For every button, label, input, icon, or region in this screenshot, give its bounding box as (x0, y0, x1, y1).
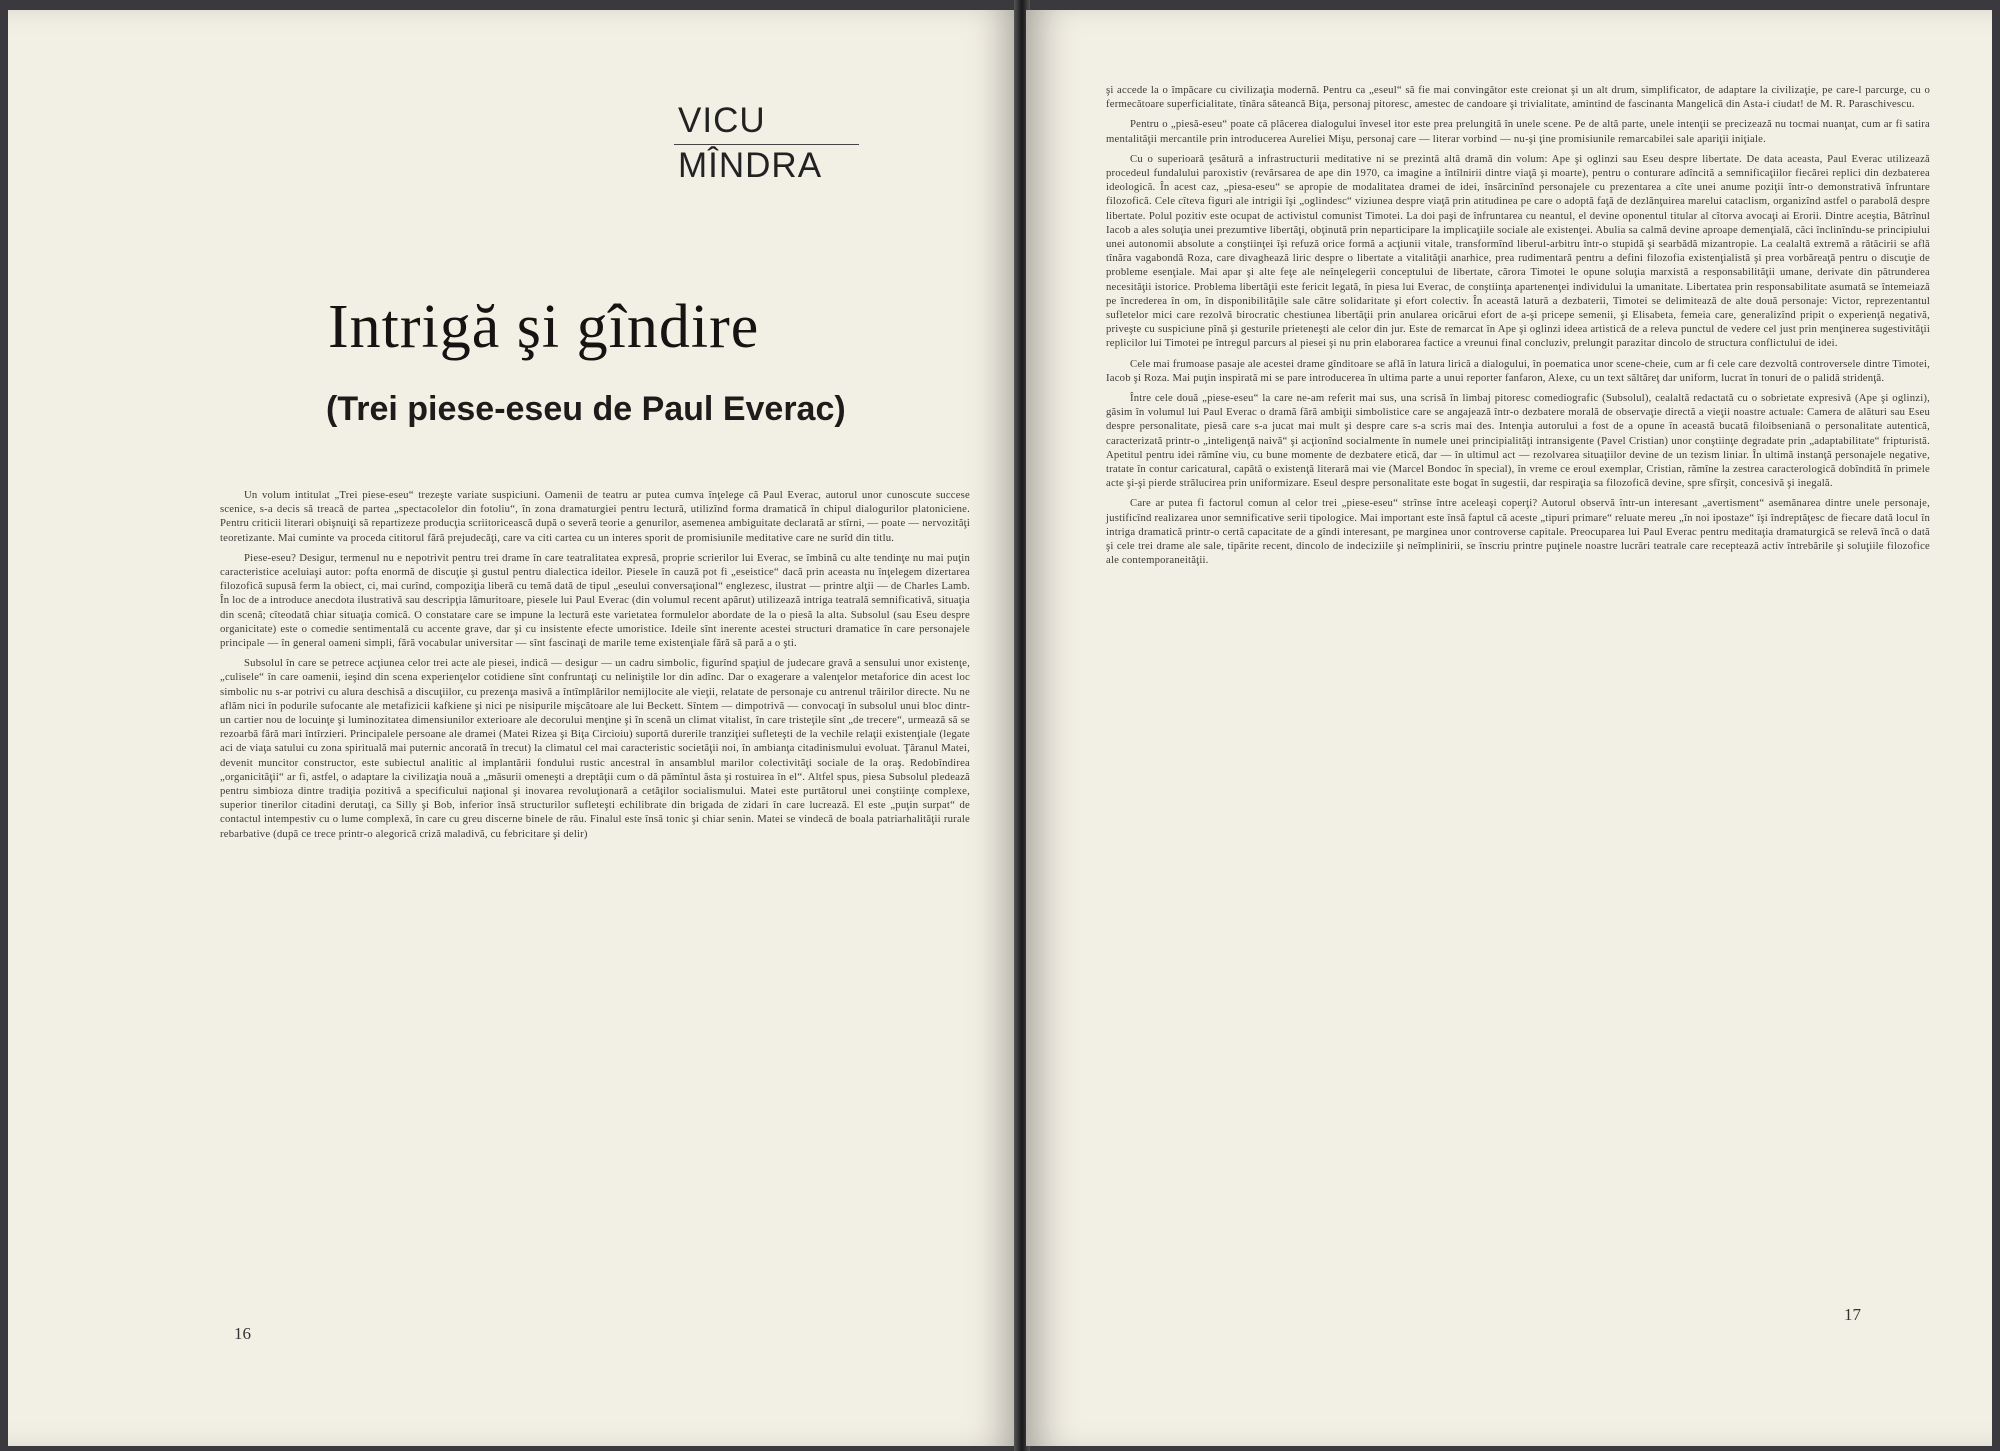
paragraph: Între cele două „piese-eseu“ la care ne-am referit mai sus, una scrisă în limbaj pitoresc comediografic (Subsolul), cealaltă redactată cu o sobrietate expresivă (Ape şi oglinzi), găsim în volumul lui Paul Everac o dramă fără ambiţii simbolistice care se angajează într-o dezbatere morală de observaţie directă a vieţii noastre actuale: Camera de alături sau Eseu despre personalitate, piesă care s-a jucat mai mult şi despre care s-a scris mai des. Intenţia autorului a fost de a opune în această bucată filoibseniană o personalitate autentică, caracterizată printr-o „inteligenţă naivă“ şi acţionînd socialmente în numele unei principialităţi intransigente (Pavel Cristian) unor conştiinţe degradate prin „adaptabilitate“ fripturistă. Apetitul pentru idei rămîne viu, cu bune momente de dezbatere etică, dar — în ultimul act — rezolvarea situaţiilor devine de un tezism liniar. În ultimă instanţă personajele negative, tratate în contur caricatural, capătă o existenţă literară mai vie (Marcel Bondoc în special), în vreme ce eroul exemplar, Cristian, rămîne la zestrea caracterologică dobîndită în primele acte şi-şi pierde strălucirea prin uniformizare. Eseul despre personalitate este bogat în sugestii, dar respiraţia sa filozofică devine, spre sfîrşit, concesivă şi inegală. (1106, 392, 1930, 490)
paragraph: Un volum intitulat „Trei piese-eseu“ trezeşte variate suspiciuni. Oamenii de teatru ar putea cumva înţelege că Paul Everac, autorul unor cunoscute succese scenice, s-a decis să treacă de partea „spectacolelor din fotoliu“, în zona dramaturgiei pentru lectură, utilizînd forma dramatică în chipul dialogurilor platoniciene. Pentru criticii literari obişnuiţi să repartizeze producţia scriitoricească după o severă teorie a genurilor, asemenea ambiguitate declarată ar stîrni, — poate — nervozităţi teoretizante. Mai cuminte va proceda cititorul fără prejudecăţi, care va citi cartea cu un interes sporit de promisiunile meditative care ne surîd din titlu. (220, 489, 970, 544)
paragraph: Pentru o „piesă-eseu“ poate că plăcerea dialogului învesel itor este prea prelungită în unele scene. Pe de altă parte, unele intenţii se precizează nu tocmai nuanţat, cum ar fi satira mentalităţii mercantile prin introducerea Aureliei Mişu, personaj care — literar vorbind — nu-şi ţine promisiunile remarcabilei sale apariţii iniţiale. (1106, 118, 1930, 145)
paragraph: şi accede la o împăcare cu civilizaţia modernă. Pentru ca „eseul“ să fie mai convingător este creionat şi un alt drum, simplificator, de adaptare la civilizaţie, pe care-l parcurge, cu o fermecătoare superficialitate, tînăra săteancă Biţa, personaj pitoresc, amestec de candoare şi trivialitate, amintind de fascinanta Mangelică din Asta-i ciudat! de M. R. Paraschivescu. (1106, 84, 1930, 111)
left-page (8, 10, 1018, 1446)
paragraph: Care ar putea fi factorul comun al celor trei „piese-eseu“ strînse între aceleaşi coperţi? Autorul observă într-un interesant „avertisment“ asemănarea dintre unele personaje, justificînd realizarea unor semnificative serii tipologice. Mai important este însă faptul că aceste „tipuri primare“ reluate mereu „în noi ipostaze“ îşi îndreptăţesc de fiecare dată locul în intriga dramatică printr-o certă capacitate de a gîndi interesant, pe marginea unor controverse capitale. Preocuparea lui Paul Everac pentru meditaţia dramaturgică se relevă încă o dată şi cele trei drame ale sale, tipărite recent, dincolo de indeciziile şi neîmplinirii, se înscriu printre puţinele noastre lucrări teatrale care receptează activ întrebările şi soluţiile filozofice ale contemporaneităţii. (1106, 497, 1930, 567)
right-page (1026, 10, 1992, 1446)
author-first-name: VICU (678, 101, 766, 140)
article-title: Intrigă şi gîndire (328, 293, 760, 361)
paragraph: Cu o superioară ţesătură a infrastructurii meditative ni se prezintă altă dramă din volum: Ape şi oglinzi sau Eseu despre libertate. De data aceasta, Paul Everac utilizează procedeul fundalului paroxistiv (revărsarea de ape din 1970, ca imagine a întîlnirii dintre viaţă şi moarte), pentru o conturare adîncită a semnificaţiilor fiecărei replici din dezbaterea ideologică. În acest caz, „piesa-eseu“ se apropie de modalitatea dramei de idei, însărcinînd personajele cu prezentarea a cîte unei anume poziţii într-o demonstrativă înfruntare filozofică. Cele cîteva figuri ale intrigii îşi „oglindesc“ viziunea despre viaţă prin atitudinea pe care o adoptă faţă de dezlănţuirea marelui cataclism, organizînd astfel o parabolă despre libertate. Polul pozitiv este ocupat de activistul comunist Timotei. La doi paşi de înfruntarea cu neantul, el devine oponentul titular al cîtorva avocaţi ai Erorii. Dintre aceştia, Bătrînul Iacob a ales soluţia unei prezumtive libertăţi, obţinută prin neparticipare la implicaţiile sociale ale existenţei. Abulia sa calmă devine aproape demenţială, căci înclinîndu-se principiului unei autonomii absolute a conştiinţei îşi refuză orice formă a acţiunii vitale, transformînd liberul-arbitru într-o stupidă şi searbădă mizantropie. La cealaltă extremă a rătăcirii se află tînăra vagabondă Roza, care divaghează liric despre o libertate a vitalităţii anarhice, prea rudimentară pentru a defini filozofia existenţialistă şi prea vorbăreaţă pentru o discuţie de probleme esenţiale. Mai apar şi alte feţe ale neînţelegerii conceptului de libertate, cărora Timotei le opune soluţia marxistă a responsabilităţii umane, derivate din pătrunderea necesităţii istorice. Problema libertăţii este fericit legată, în piesa lui Everac, de conştiinţa apartenenţei individului la umanitate. Libertatea prin responsabilitate asumată se întemeiază pe încrederea în om, în disponibilităţile sale către solidaritate şi efort colectiv. În această latură a dezbaterii, Timotei se delimitează de alte două personaje: Victor, reprezentantul sufletelor mici care rezolvă birocratic chestiunea libertăţii prin anularea oricărui efort de a-şi pricepe semenii, şi Elisabeta, femeia care, generalizînd pripit o experienţă negativă, priveşte cu suspiciune pînă şi gesturile prieteneşti ale celor din jur. Este de remarcat în Ape şi oglinzi ideea artistică de a releva punctul de vedere cel just prin menţinerea sugestivităţii replicilor lui Timotei pe întregul parcurs al piesei şi nu prin elaborarea factice a vreunui final concluziv, prelungit parazitar dincolo de structura conflictului de idei. (1106, 152, 1930, 350)
paragraph: Subsolul în care se petrece acţiunea celor trei acte ale piesei, indică — desigur — un cadru simbolic, figurînd spaţiul de judecare gravă a sensului unor existenţe, „culisele“ în care oamenii, ieşind din scena experienţelor cotidiene sînt confruntaţi cu neliniştile lor din adînc. Dar o exagerare a valenţelor metaforice din acest loc simbolic nu s-ar potrivi cu alura deschisă a discuţiilor, cu prezenţa masivă a întîmplărilor nemijlocite ale vieţii, relatate de personaje cu antrenul trăirilor directe. Nu ne aflăm nici în podurile sufocante ale metafizicii kafkiene şi nici pe nisipurile mişcătoare ale lui Beckett. Sîntem — dimpotrivă — convocaţi în subsolul unui bloc dintr-un cartier nou de locuinţe şi luminozitatea dimensiunilor exterioare ale decorului menţine şi în scenă un climat vitalist, în care tristeţile sînt „de trecere“, urmează să se rezoarbă fără mari întîrzieri. Principalele persoane ale dramei (Matei Rizea şi Biţa Circioiu) suportă durerile tranziţiei sufleteşti de la vechile relaţii existenţiale (legate aci de viaţa satului cu zona spirituală mai puternic ancorată în trecut) la climatul cel mai caracteristic societăţii noi, în ambianţa citadinismului evoluat. Ţăranul Matei, devenit muncitor constructor, este subiectul analitic al implantării fondului rustic ancestral în ansamblul marilor colectivităţi sociale de la oraş. Redobîndirea „organicităţii“ ar fi, astfel, o adaptare la civilizaţia nouă a „măsurii omeneşti a dreptăţii cum o dă pămîntul ăsta şi rostuirea în el“. Altfel spus, piesa Subsolul pledează pentru simbioza dintre tradiţia pozitivă a specificului naţional şi inovarea revoluţionară a cetăţilor socialismului. Matei este purtătorul unei conştiinţe complexe, superior tinerilor citadini derutaţi, ca Silly şi Bob, inferior însă structurilor sufleteşti echilibrate din brigada de zidari în care lucrează. El este „puţin surpat“ de contactul intempestiv cu o lume complexă, în care cu greu discerne binele de rău. Finalul este însă tonic şi chiar senin. Matei se vindecă de boala patriarhalităţii rurale rebarbative (după ce trece printr-o alegorică criză maladivă, cu febricitare şi delir) (220, 657, 970, 840)
page-number: 17 (1844, 1305, 1861, 1324)
article-subtitle: (Trei piese-eseu de Paul Everac) (326, 390, 846, 428)
author-last-name: MÎNDRA (678, 146, 823, 185)
left-text-column (220, 488, 970, 1403)
page-number: 16 (234, 1324, 251, 1343)
right-text-column (1106, 83, 1930, 1333)
author-name (678, 100, 868, 187)
paragraph: Cele mai frumoase pasaje ale acestei drame gînditoare se află în latura lirică a dialogului, în poematica unor scene-cheie, cum ar fi cele care dezvoltă controversele dintre Timotei, Iacob şi Roza. Mai puţin inspirată mi se pare introducerea în ultima parte a unui reporter fanfaron, Alexe, cu un text săltăreţ dar uniform, lucrat în tonuri de o palidă stridenţă. (1106, 357, 1930, 384)
paragraph: Piese-eseu? Desigur, termenul nu e nepotrivit pentru trei drame în care teatralitatea expresă, proprie scrierilor lui Everac, se îmbină cu alte tendinţe nu mai puţin caracteristice aceluiaşi autor: pofta enormă de discuţie şi gustul pentru dialectica ideilor. Piesele în cauză pot fi „eseistice“ dacă prin aceasta nu înţelegem dizertarea filozofică supusă ferm la obiect, ci, mai curînd, compoziţia liberă cu temă dată de tipul „eseului conversaţional“ englezesc, ilustrat — printre alţii — de Charles Lamb. În loc de a introduce anecdota ilustrativă sau descripţia lămuritoare, piesele lui Paul Everac (din volumul recent apărut) utilizează intriga teatrală semnificativă, situaţia din scenă; cîteodată chiar situaţia comică. O constatare care se impune la lectură este varietatea formulelor abordate de la o piesă la alta. Subsolul (sau Eseu despre organicitate) este o comedie sentimentală cu accente grave, dar şi cu insistente efecte umoristice. Ideile sînt inerente acestei structuri dramatice în care personajele principale — în general oameni simpli, fără vocabular universitar — sînt fascinaţi de marile teme existenţiale fără să pară a o şti. (220, 551, 970, 650)
